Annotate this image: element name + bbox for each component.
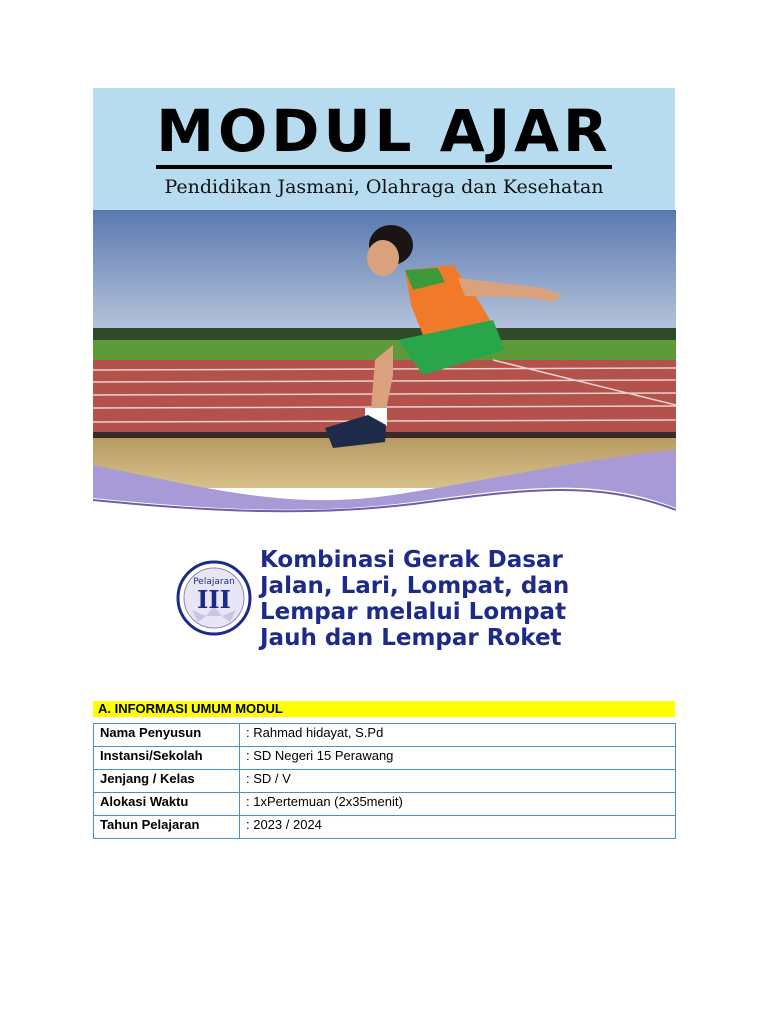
lesson-title-line: Lempar melalui Lompat xyxy=(260,599,567,625)
info-label: Tahun Pelajaran xyxy=(94,816,240,839)
info-label: Jenjang / Kelas xyxy=(94,770,240,793)
info-value: : 2023 / 2024 xyxy=(240,816,676,839)
info-value: : 1xPertemuan (2x35menit) xyxy=(240,793,676,816)
info-label: Nama Penyusun xyxy=(94,724,240,747)
info-value: : Rahmad hidayat, S.Pd xyxy=(240,724,676,747)
svg-text:III: III xyxy=(197,585,231,614)
section-heading: A. INFORMASI UMUM MODUL xyxy=(93,701,675,717)
cover-header xyxy=(93,88,675,210)
info-value: : SD / V xyxy=(240,770,676,793)
table-row xyxy=(94,816,676,839)
module-subtitle: Pendidikan Jasmani, Olahraga dan Kesehatan xyxy=(164,176,604,198)
module-info-table xyxy=(93,723,676,839)
table-row xyxy=(94,747,676,770)
module-title: MODUL AJAR xyxy=(93,100,675,162)
table-row xyxy=(94,770,676,793)
lesson-title-line: Jauh dan Lempar Roket xyxy=(260,625,562,651)
long-jump-photo xyxy=(93,210,676,515)
svg-text:Pelajaran: Pelajaran xyxy=(193,577,235,587)
table-row xyxy=(94,793,676,816)
info-label: Alokasi Waktu xyxy=(94,793,240,816)
lesson-badge-icon xyxy=(176,560,252,636)
lesson-title-line: Jalan, Lari, Lompat, dan xyxy=(260,573,570,599)
lesson-title-line: Kombinasi Gerak Dasar xyxy=(260,547,563,573)
info-label: Instansi/Sekolah xyxy=(94,747,240,770)
info-value: : SD Negeri 15 Perawang xyxy=(240,747,676,770)
table-row xyxy=(94,724,676,747)
lesson-block xyxy=(176,545,596,655)
